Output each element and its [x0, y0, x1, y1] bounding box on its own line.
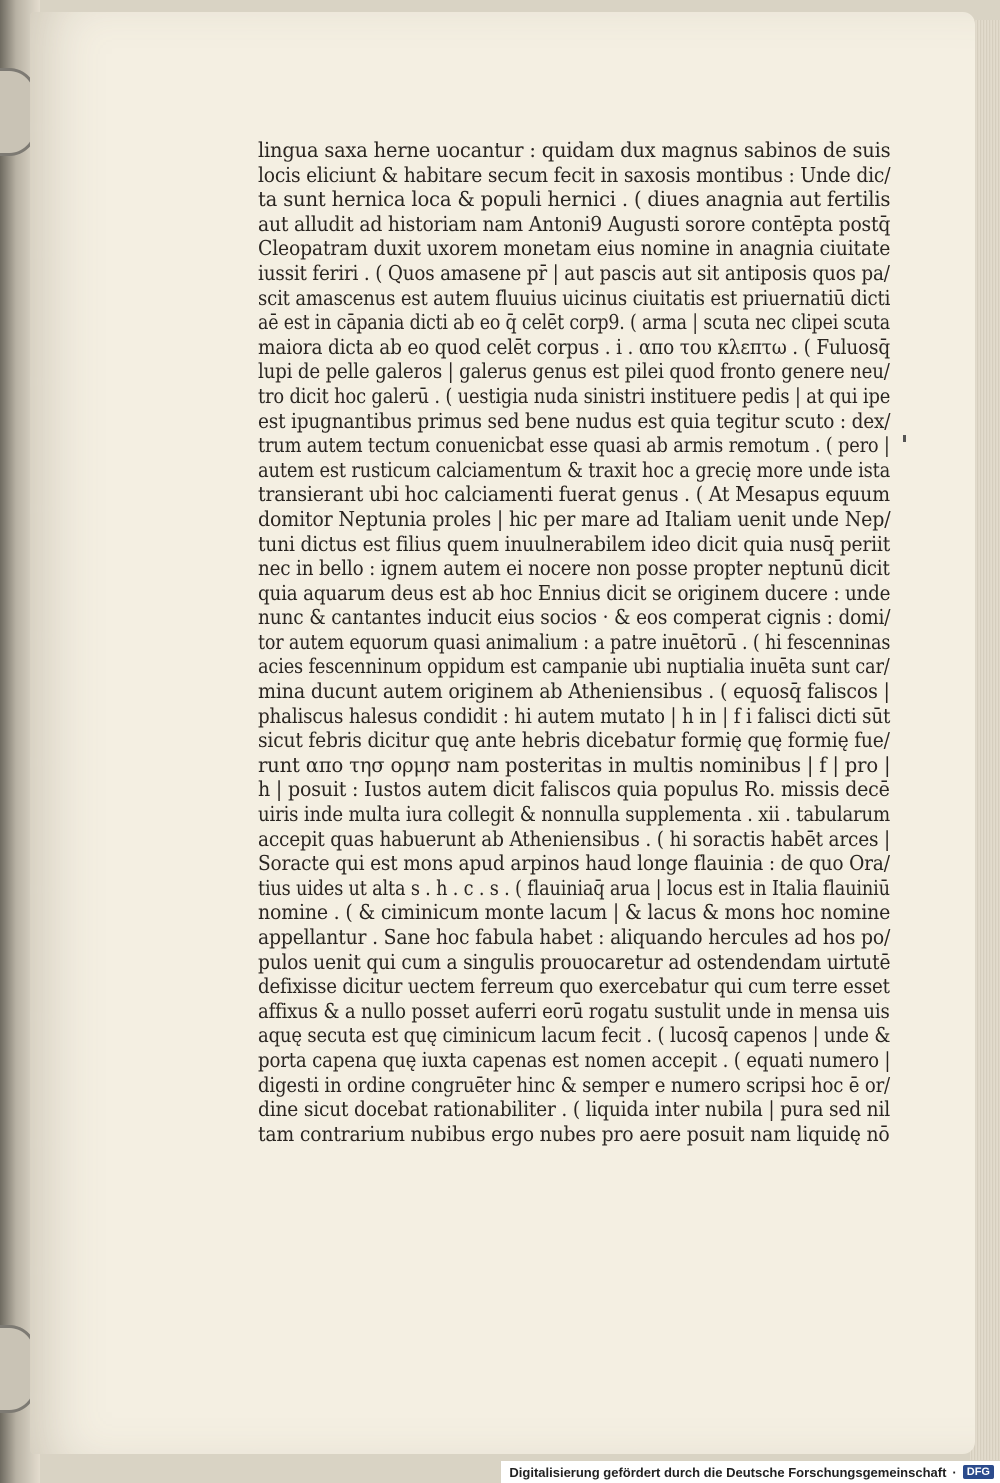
text-line: phaliscus halesus condidit : hi autem mutato | h in | f i falisci dicti sūt	[258, 703, 891, 728]
text-line: iussit feriri . ( Quos amasene pr̄ | aut pascis aut sit antiposis quos pa/	[258, 260, 890, 285]
text-line: nunc & cantantes inducit eius socios · & eos comperat cignis : domi/	[258, 605, 891, 630]
text-line: locis eliciunt & habitare secum fecit in saxosis montibus : Unde dic/	[258, 162, 891, 187]
text-line: digesti in ordine congruēter hinc & semper e numero scripsi hoc ē or/	[258, 1072, 890, 1097]
text-line: transierant ubi hoc calciamenti fuerat genus . ( At Mesapus equum	[258, 482, 890, 507]
text-line: tius uides ut alta s . h . c . s . ( flauiniaq̄ arua | locus est in Italia flauiniū	[258, 875, 890, 900]
text-line: Cleopatram duxit uxorem monetam eius nomine in anagnia ciuitate	[258, 236, 891, 261]
text-line: tor autem equorum quasi animalium : a patre inuētorū . ( hi fescenninas	[258, 629, 891, 654]
credit-text: Digitalisierung gefördert durch die Deutsche Forschungsgemeinschaft	[509, 1464, 947, 1480]
text-line: tuni dictus est filius quem inuulnerabilem ideo dicit quia nusq̄ periit	[258, 531, 891, 556]
text-line: aquę secuta est quę ciminicum lacum fecit . ( lucosq̄ capenos | unde &	[258, 1023, 891, 1048]
text-line: h | posuit : Iustos autem dicit faliscos quia populus Ro. missis decē	[258, 777, 890, 802]
text-line: sicut febris dicitur quę ante hebris dicebatur formię quę formię fue/	[258, 728, 890, 753]
text-line: dine sicut docebat rationabiliter . ( liquida inter nubila | pura sed nil	[258, 1097, 891, 1122]
text-line: quia aquarum deus est ab hoc Ennius dicit se originem ducere : unde	[258, 580, 891, 605]
text-line: nec in bello : ignem autem ei nocere non posse propter neptunū dicit	[258, 556, 890, 581]
text-line: ta sunt hernica loca & populi hernici . ( diues anagnia aut fertilis	[258, 187, 891, 212]
text-line: nomine . ( & ciminicum monte lacum | & lacus & mons hoc nomine	[258, 900, 891, 925]
text-line: tro dicit hoc galerū . ( uestigia nuda sinistri instituere pedis | at qui ipe	[258, 383, 891, 408]
text-line: Soracte qui est mons apud arpinos haud longe flauinia : de quo Ora/	[258, 851, 890, 876]
digitization-credit-bar	[501, 1461, 1000, 1483]
text-line: porta capena quę iuxta capenas est nomen accepit . ( equati numero |	[258, 1047, 891, 1072]
text-line: est ipugnantibus primus sed bene nudus est quia tegitur scuto : dex/	[258, 408, 891, 433]
text-line: appellantur . Sane hoc fabula habet : aliquando hercules ad hos po/	[258, 925, 891, 949]
text-line: domitor Neptunia proles | hic per mare ad Italiam uenit unde Nep/	[258, 506, 891, 531]
text-line: accepit quas habuerunt ab Atheniensibus . ( hi soractis habēt arces |	[258, 826, 891, 851]
text-line: affixus & a nullo posset auferri eorū rogatu sustulit unde in mensa uis	[258, 998, 890, 1023]
text-line: aē est in cāpania dicti ab eo q̄ celēt corp9. ( arma | scuta nec clipei scuta	[258, 310, 890, 335]
text-line: pulos uenit qui cum a singulis prouocaretur ad ostendendam uirtutē	[258, 949, 891, 974]
text-line: defixisse dicitur uectem ferreum quo exercebatur qui cum terre esset	[258, 974, 890, 999]
text-line: lupi de pelle galeros | galerus genus est pilei quod fronto genere neu/	[258, 359, 890, 384]
text-line: scit amascenus est autem fluuius uicinus ciuitatis est priuernatiū dicti	[258, 285, 891, 310]
text-line: acies fescenninum oppidum est campanie ubi nuptialia inuēta sunt car/	[258, 654, 890, 679]
text-line: autem est rusticum calciamentum & traxit hoc a grecię more unde ista	[258, 457, 891, 482]
text-line: uiris inde multa iura collegit & nonnulla supplementa . xii . tabularum	[258, 802, 890, 827]
dfg-logo[interactable]: DFG	[963, 1465, 994, 1479]
printed-text-block	[258, 138, 890, 1146]
text-line: tam contrarium nubibus ergo nubes pro aere posuit nam liquidę nō	[258, 1121, 890, 1146]
text-line: trum autem tectum conuenicbat esse quasi ab armis remotum . ( pero |	[258, 433, 890, 458]
text-line: runt απο τησ ορμησ nam posteritas in multis nominibus | f | pro |	[258, 752, 891, 777]
text-line: lingua saxa herne uocantur : quidam dux magnus sabinos de suis	[258, 138, 891, 162]
text-line: mina ducunt autem originem ab Atheniensibus . ( equosq̄ faliscos |	[258, 679, 890, 704]
text-line: maiora dicta ab eo quod celēt corpus . i . απο του κλεπτω . ( Fuluosq̄	[258, 334, 890, 359]
text-line: aut alludit ad historiam nam Antoni9 Augusti sorore contēpta postq̄	[258, 211, 891, 236]
ink-speck	[903, 435, 906, 442]
separator-dot: ·	[952, 1464, 957, 1480]
